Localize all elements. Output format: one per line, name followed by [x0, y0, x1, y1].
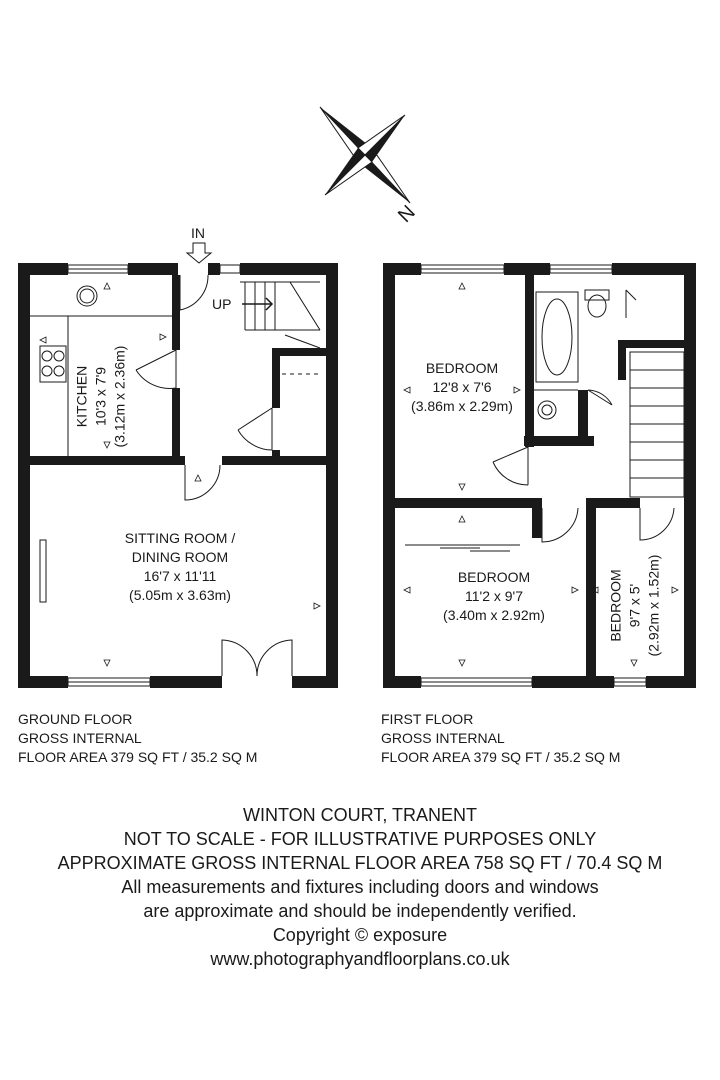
ground-floor-info-line-1: GROUND FLOOR	[18, 711, 133, 727]
sitting-room-name-1: SITTING ROOM /	[124, 530, 236, 546]
sitting-room-name-2: DINING ROOM	[131, 549, 229, 565]
first-floor-stairs	[630, 352, 684, 497]
bedroom-2-name: BEDROOM	[457, 569, 531, 585]
bedroom-1-label	[398, 359, 526, 416]
bedroom-3-name: BEDROOM	[607, 569, 624, 642]
first-floor-info-line-3: FLOOR AREA 379 SQ FT / 35.2 SQ M	[381, 749, 621, 765]
ground-floor-info-line-3: FLOOR AREA 379 SQ FT / 35.2 SQ M	[18, 749, 258, 765]
bedroom-2-imperial: 11'2 x 9'7	[464, 588, 524, 604]
ground-floor-doors	[136, 275, 292, 676]
stairs-up-label: UP	[212, 296, 232, 312]
bedroom-1-name: BEDROOM	[425, 360, 499, 376]
ground-floor-walls	[18, 263, 338, 688]
footer-disclaimer-2: are approximate and should be independently verified.	[143, 901, 577, 921]
kitchen-metric: (3.12m x 2.36m)	[111, 345, 128, 448]
kitchen-name: KITCHEN	[73, 365, 90, 428]
footer-not-to-scale: NOT TO SCALE - FOR ILLUSTRATIVE PURPOSES ONLY	[123, 829, 597, 849]
footer-copyright: Copyright © exposure	[272, 925, 448, 945]
stairs-up-arrow-icon	[242, 298, 272, 310]
footer-total-area: APPROXIMATE GROSS INTERNAL FLOOR AREA 758 SQ FT / 70.4 SQ M	[57, 853, 663, 873]
first-floor-info	[381, 710, 620, 767]
first-floor-info-line-2: GROSS INTERNAL	[381, 730, 505, 746]
sitting-room-metric: (5.05m x 3.63m)	[129, 587, 231, 603]
first-floor-info-line-1: FIRST FLOOR	[381, 711, 474, 727]
entrance-label: IN	[191, 225, 205, 241]
entrance-arrow-icon	[187, 243, 211, 263]
bedroom-3-metric: (2.92m x 1.52m)	[645, 554, 662, 657]
bedroom-3-imperial: 9'7 x 5'	[626, 583, 643, 628]
sitting-room-label	[80, 529, 280, 605]
wardrobe-marker	[405, 545, 520, 551]
bedroom-1-metric: (3.86m x 2.29m)	[411, 398, 513, 414]
ground-floor-info-line-2: GROSS INTERNAL	[18, 730, 142, 746]
footer-website: www.photographyandfloorplans.co.uk	[210, 949, 510, 969]
bedroom-2-label	[404, 568, 584, 625]
ground-floor-stairs	[240, 282, 320, 348]
compass-north-label: N	[393, 201, 420, 228]
bedroom-3-label	[607, 536, 664, 676]
bedroom-1-imperial: 12'8 x 7'6	[432, 379, 492, 395]
footer-disclaimer-1: All measurements and fixtures including doors and windows	[121, 877, 599, 897]
footer-address: WINTON COURT, TRANENT	[242, 805, 477, 825]
compass-icon	[320, 107, 410, 203]
kitchen-label	[73, 326, 130, 468]
ground-floor-info	[18, 710, 257, 767]
bathroom-fixtures	[534, 290, 609, 419]
footer-notes	[0, 803, 720, 971]
kitchen-imperial: 10'3 x 7'9	[92, 366, 109, 427]
sitting-room-imperial: 16'7 x 11'11	[143, 568, 217, 584]
bedroom-2-metric: (3.40m x 2.92m)	[443, 607, 545, 623]
